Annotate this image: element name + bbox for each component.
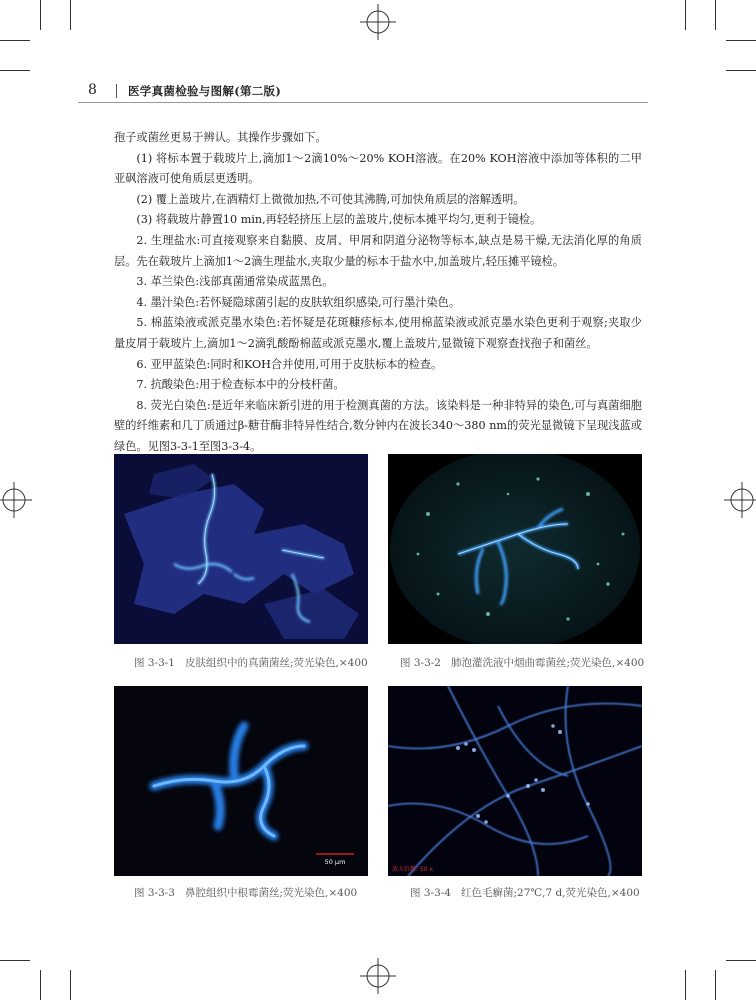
paragraph: 4. 墨汁染色:若怀疑隐球菌引起的皮肤软组织感染,可行墨汁染色。	[136, 295, 461, 309]
figure-3-3-2-image	[388, 454, 642, 644]
magnification-label: 放大倍数: 50 x	[392, 866, 434, 873]
header-rule	[78, 102, 648, 103]
book-title: 医学真菌检验与图解(第二版)	[128, 84, 282, 98]
figure-number: 图 3-3-2	[400, 657, 441, 669]
figure-3-3-1-caption	[134, 655, 368, 670]
body-text	[114, 128, 642, 458]
figure-caption-text: 肺泡灌洗液中烟曲霉菌丝;荧光染色,×400	[450, 657, 645, 669]
figure-number: 图 3-3-4	[410, 887, 451, 899]
figure-3-3-3-caption	[134, 885, 357, 900]
figure-number: 图 3-3-1	[134, 657, 175, 669]
figure-3-3-2-caption	[400, 655, 644, 670]
paragraph: 3. 革兰染色:浅部真菌通常染成蓝黑色。	[136, 275, 334, 289]
paragraph: (3) 将载玻片静置10 min,再轻轻挤压上层的盖玻片,使标本摊平均匀,更利于镜检。	[136, 213, 542, 227]
paragraph: 7. 抗酸染色:用于检查标本中的分枝杆菌。	[136, 378, 345, 392]
figure-caption-text: 鼻腔组织中根霉菌丝;荧光染色,×400	[184, 887, 358, 899]
figure-number: 图 3-3-3	[134, 887, 175, 899]
paragraph: 孢子或菌丝更易于辨认。其操作步骤如下。	[114, 131, 327, 144]
registration-mark-right	[724, 482, 756, 518]
paragraph: 8. 荧光白染色:是近年来临床新引进的用于检测真菌的方法。该染料是一种非特异的染色,可与真菌细胞壁的纤维素和几丁质通过β-糖苷酶非特异性结合,数分钟内在波长340～380 nm的荧光显微镜下呈现浅蓝或绿色。见图3-3-1至图3-3-4。	[114, 398, 642, 453]
figure-3-3-3-image	[114, 686, 368, 876]
paragraph: (2) 覆上盖玻片,在酒精灯上微微加热,不可使其沸腾,可加快角质层的溶解透明。	[136, 192, 525, 206]
paragraph: (1) 将标本置于载玻片上,滴加1～2滴10%～20% KOH溶液。在20% KOH溶液中添加等体积的二甲亚砜溶液可使角质层更透明。	[114, 151, 642, 186]
figure-3-3-4-caption	[410, 885, 640, 900]
figure-caption-text: 皮肤组织中的真菌菌丝;荧光染色,×400	[184, 657, 368, 669]
paragraph: 2. 生理盐水:可直接观察来自黏膜、皮屑、甲屑和阴道分泌物等标本,缺点是易干燥,无法消化厚的角质层。先在载玻片上滴加1～2滴生理盐水,夹取少量的标本于盐水中,加盖玻片,轻压摊平镜检。	[114, 233, 642, 268]
registration-mark-left	[0, 482, 32, 518]
registration-mark-top	[360, 4, 396, 40]
figure-3-3-1-image	[114, 454, 368, 644]
paragraph: 5. 棉蓝染液或派克墨水染色:若怀疑是花斑糠疹标本,使用棉蓝染液或派克墨水染色更利于观察;夹取少量皮屑于载玻片上,滴加1～2滴乳酸酚棉蓝或派克墨水,覆上盖玻片,显微镜下观察查找孢子和菌丝。	[114, 316, 642, 350]
registration-mark-bottom	[360, 958, 396, 994]
figure-caption-text: 红色毛癣菌;27℃,7 d,荧光染色,×400	[460, 887, 640, 899]
running-header	[88, 82, 648, 100]
header-divider	[116, 84, 117, 98]
page-number: 8	[88, 82, 97, 98]
figure-3-3-4-image	[388, 686, 642, 876]
paragraph: 6. 亚甲蓝染色:同时和KOH合并使用,可用于皮肤标本的检查。	[136, 357, 443, 371]
scale-bar-label: 50 μm	[324, 858, 346, 866]
